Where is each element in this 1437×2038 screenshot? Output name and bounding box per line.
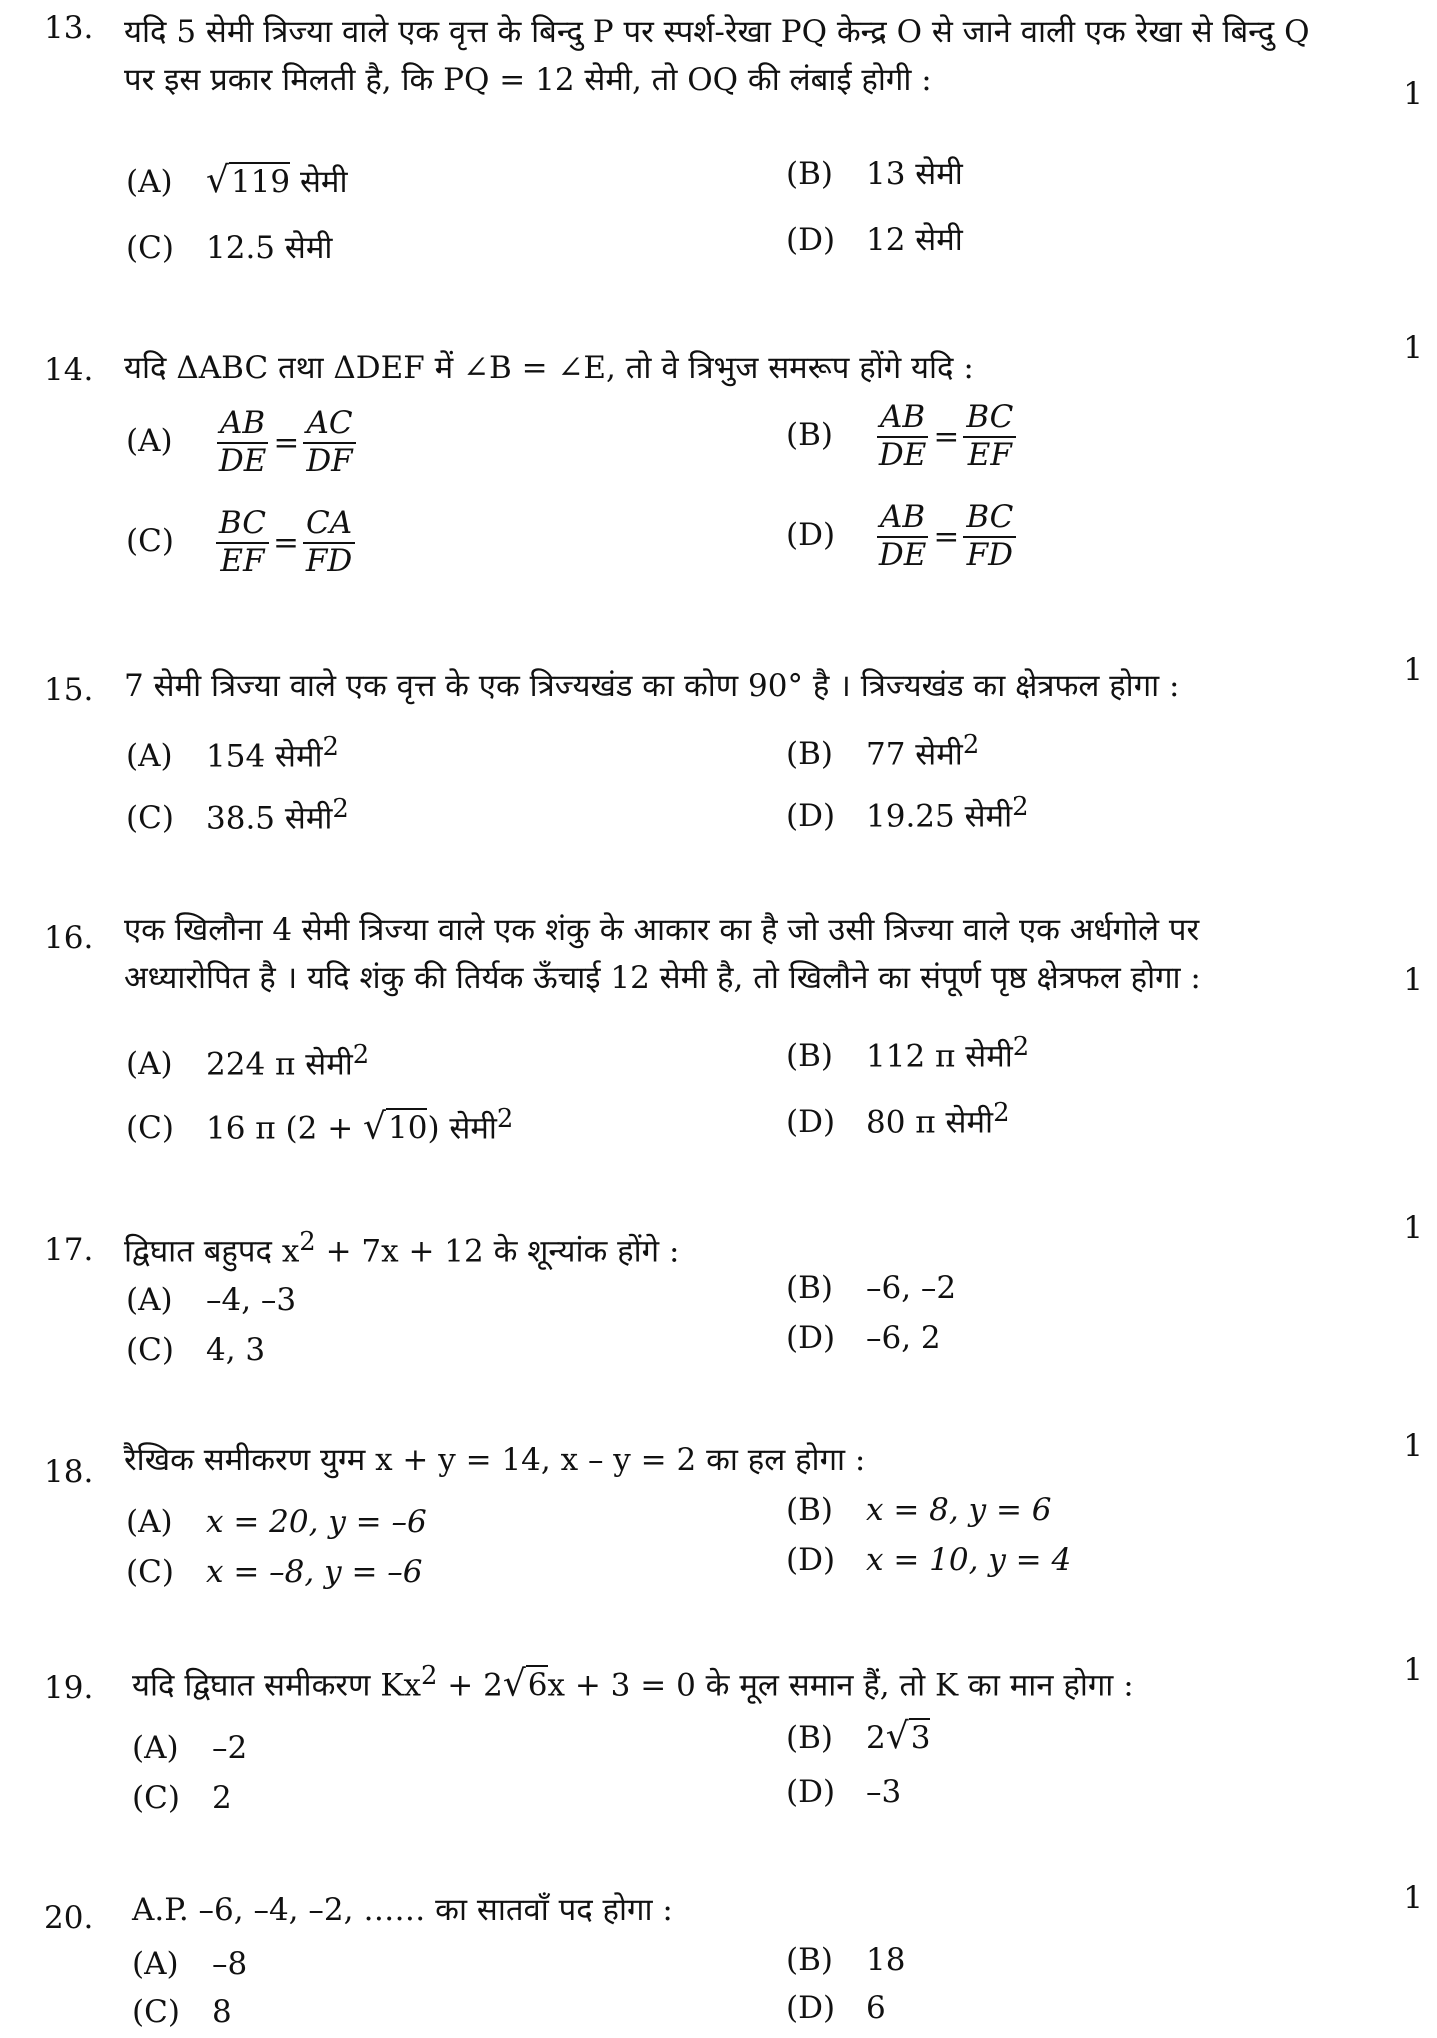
option-label: (D) [786,1774,836,1810]
equals-sign: = [273,424,300,461]
option-text: 12.5 सेमी [206,230,333,266]
option-label: (A) [132,1730,179,1766]
option-text: –6, 2 [866,1320,941,1356]
option-label: (A) [126,738,173,775]
question-number: 14. [44,352,94,388]
option-text: –3 [866,1774,902,1810]
question-number: 13. [44,10,94,46]
radical-sign: √ [502,1663,526,1705]
option-text: –4, –3 [206,1282,297,1318]
option-b [786,1032,1029,1076]
option-label: (B) [786,417,833,454]
marks: 1 [1403,1210,1423,1246]
question-text-pre: द्विघात बहुपद x [124,1233,300,1270]
numerator: BC [963,400,1016,438]
option-label: (C) [126,230,174,266]
superscript: 2 [496,1104,514,1134]
denominator: DE [218,442,267,479]
question-text-line: अध्यारोपित है । यदि शंकु की तिर्यक ऊँचाई 12 सेमी है, तो खिलौने का संपूर्ण पृष्ठ क्षेत्रफल होगा : [124,960,1201,997]
question-text-pre: यदि द्विघात समीकरण Kx [132,1667,421,1704]
question-number: 18. [44,1454,94,1490]
option-text: 12 सेमी [866,222,963,258]
equals-sign: = [272,524,299,561]
question-text: रैखिक समीकरण युग्म x + y = 14, x – y = 2 का हल होगा : [124,1442,866,1478]
option-a [132,1730,247,1766]
option-label: (A) [126,1282,173,1318]
option-d [786,1098,1010,1142]
option-b [786,730,979,774]
option-c [126,1104,513,1148]
superscript: 2 [962,730,980,760]
fraction [963,500,1016,573]
option-label: (C) [132,1994,180,2030]
denominator: FD [305,542,353,579]
fraction [303,506,355,579]
radicand: 10 [387,1110,428,1147]
question-text [124,1222,1377,1275]
question-text: 7 सेमी त्रिज्या वाले एक वृत्त के एक त्रिज्यखंड का कोण 90° है । त्रिज्यखंड का क्षेत्रफल होगा : [124,668,1180,704]
option-b [786,1492,1052,1528]
fraction [876,400,929,473]
fraction [303,406,355,479]
option-text: –8 [212,1946,248,1982]
option-post: ) सेमी [427,1110,497,1147]
option-d [786,1320,941,1356]
radicand: 3 [910,1720,931,1756]
option-label: (A) [132,1946,179,1982]
option-label: (C) [126,523,174,560]
equals-sign: = [933,518,960,555]
radicand: 119 [230,164,291,200]
option-text: –2 [212,1730,248,1766]
option-b [786,1716,930,1757]
denominator: DE [878,536,927,573]
option-text: 8 [212,1994,232,2030]
option-text: 154 सेमी [206,738,323,775]
option-label: (C) [132,1780,180,1816]
question-text [124,906,1377,1002]
option-label: (A) [126,1504,173,1540]
fraction [876,500,929,573]
option-text: 80 π सेमी [866,1104,994,1141]
option-a [126,1504,427,1540]
option-text: –6, –2 [866,1270,957,1306]
option-c [126,1554,423,1590]
question-text: यदि ΔABC तथा ΔDEF में ∠B = ∠E, तो वे त्रिभुज समरूप होंगे यदि : [124,350,974,386]
option-label: (C) [126,1332,174,1368]
question-text-line: एक खिलौना 4 सेमी त्रिज्या वाले एक शंकु के आकार का है जो उसी त्रिज्या वाले एक अर्धगोले पर [124,912,1200,948]
superscript: 2 [1012,1032,1030,1062]
option-b [786,1942,905,1978]
option-b [786,1270,956,1306]
option-label: (D) [786,517,836,554]
option-label: (C) [126,1110,174,1147]
option-label: (C) [126,800,174,837]
option-label: (D) [786,1542,836,1578]
option-label: (A) [126,164,173,200]
question-number: 20. [44,1900,94,1936]
option-text: 6 [866,1990,886,2026]
option-text: x = 10, y = 4 [866,1542,1072,1578]
question-text-post: + 7x + 12 के शून्यांक होंगे : [315,1233,680,1270]
fraction [963,400,1016,473]
question-text [124,8,1377,104]
question-text: A.P. –6, –4, –2, …… का सातवाँ पद होगा : [132,1892,673,1928]
denominator: EF [967,436,1012,473]
option-pre: 16 π (2 + [206,1110,364,1147]
option-text: 77 सेमी [866,736,963,773]
option-c [132,1994,232,2030]
numerator: AC [303,406,355,444]
option-c [126,794,349,838]
radicand: 6 [527,1667,548,1704]
numerator: BC [216,506,269,544]
superscript: 2 [352,1040,370,1070]
marks: 1 [1403,330,1423,366]
option-label: (D) [786,222,836,258]
option-text: x = 20, y = –6 [206,1504,427,1540]
numerator: AB [877,500,928,538]
numerator: AB [877,400,928,438]
denominator: DF [306,442,353,479]
option-text: 19.25 सेमी [866,798,1013,835]
option-d [786,218,963,260]
superscript: 2 [299,1227,316,1257]
option-d [786,1542,1071,1578]
option-text: 38.5 सेमी [206,800,333,837]
marks: 1 [1403,1652,1423,1688]
numerator: CA [303,506,355,544]
question-number: 15. [44,672,94,708]
option-text: 4, 3 [206,1332,266,1368]
option-b [786,152,963,194]
option-label: (A) [126,1046,173,1083]
marks: 1 [1403,1880,1423,1916]
option-label: (B) [786,1942,833,1978]
option-text: 2 [212,1780,232,1816]
option-a [126,1040,369,1084]
option-pre: 2 [866,1720,886,1756]
option-a [126,160,348,202]
question-text-post: x + 3 = 0 के मूल समान हैं, तो K का मान होगा : [547,1667,1134,1704]
numerator: BC [963,500,1016,538]
option-label: (B) [786,1492,833,1528]
option-a [132,1946,247,1982]
option-label: (D) [786,1990,836,2026]
option-label: (D) [786,1320,836,1356]
option-text: 224 π सेमी [206,1046,353,1083]
question-text-mid: + 2 [437,1667,503,1704]
fraction [216,506,269,579]
option-label: (D) [786,1104,836,1141]
option-a [126,732,339,776]
superscript: 2 [332,794,349,824]
marks: 1 [1403,652,1423,688]
superscript: 2 [993,1098,1010,1128]
option-d [786,500,1016,573]
option-label: (B) [786,1270,833,1306]
option-unit: सेमी [290,164,348,200]
question-text-line: पर इस प्रकार मिलती है, कि PQ = 12 सेमी, तो OQ की लंबाई होगी : [124,62,932,99]
option-d [786,1990,886,2026]
denominator: FD [966,536,1014,573]
option-label: (A) [126,423,173,460]
equals-sign: = [933,418,960,455]
question-number: 17. [44,1232,94,1268]
superscript: 2 [1012,792,1029,822]
fraction [216,406,269,479]
option-text: x = 8, y = 6 [866,1492,1052,1528]
option-label: (B) [786,1720,833,1756]
superscript: 2 [420,1661,438,1691]
superscript: 2 [322,732,339,762]
option-label: (C) [126,1554,174,1590]
radical-sign: √ [206,160,229,201]
question-number: 19. [44,1670,94,1706]
option-text: 18 [866,1942,906,1978]
option-a [126,1282,296,1318]
denominator: EF [220,542,265,579]
option-a [126,406,356,479]
option-c [126,506,355,579]
option-label: (B) [786,736,833,773]
marks: 1 [1403,76,1423,112]
question-number: 16. [44,920,94,956]
option-c [126,1332,265,1368]
radical-sign: √ [363,1106,386,1148]
marks: 1 [1403,1428,1423,1464]
option-text: 13 सेमी [866,156,963,192]
option-label: (B) [786,1038,833,1075]
marks: 1 [1403,962,1423,998]
numerator: AB [217,406,268,444]
option-d [786,1774,901,1810]
question-text [132,1656,1377,1712]
option-c [132,1780,232,1816]
option-c [126,226,332,268]
option-label: (B) [786,156,833,192]
option-b [786,400,1016,473]
option-text: 112 π सेमी [866,1038,1013,1075]
option-label: (D) [786,798,836,835]
denominator: DE [878,436,927,473]
question-text-line: यदि 5 सेमी त्रिज्या वाले एक वृत्त के बिन्दु P पर स्पर्श-रेखा PQ केन्द्र O से जाने वाली एक रेखा से बिन्दु Q [124,14,1310,50]
radical-sign: √ [885,1716,909,1757]
option-text: x = –8, y = –6 [206,1554,423,1590]
option-d [786,792,1029,836]
